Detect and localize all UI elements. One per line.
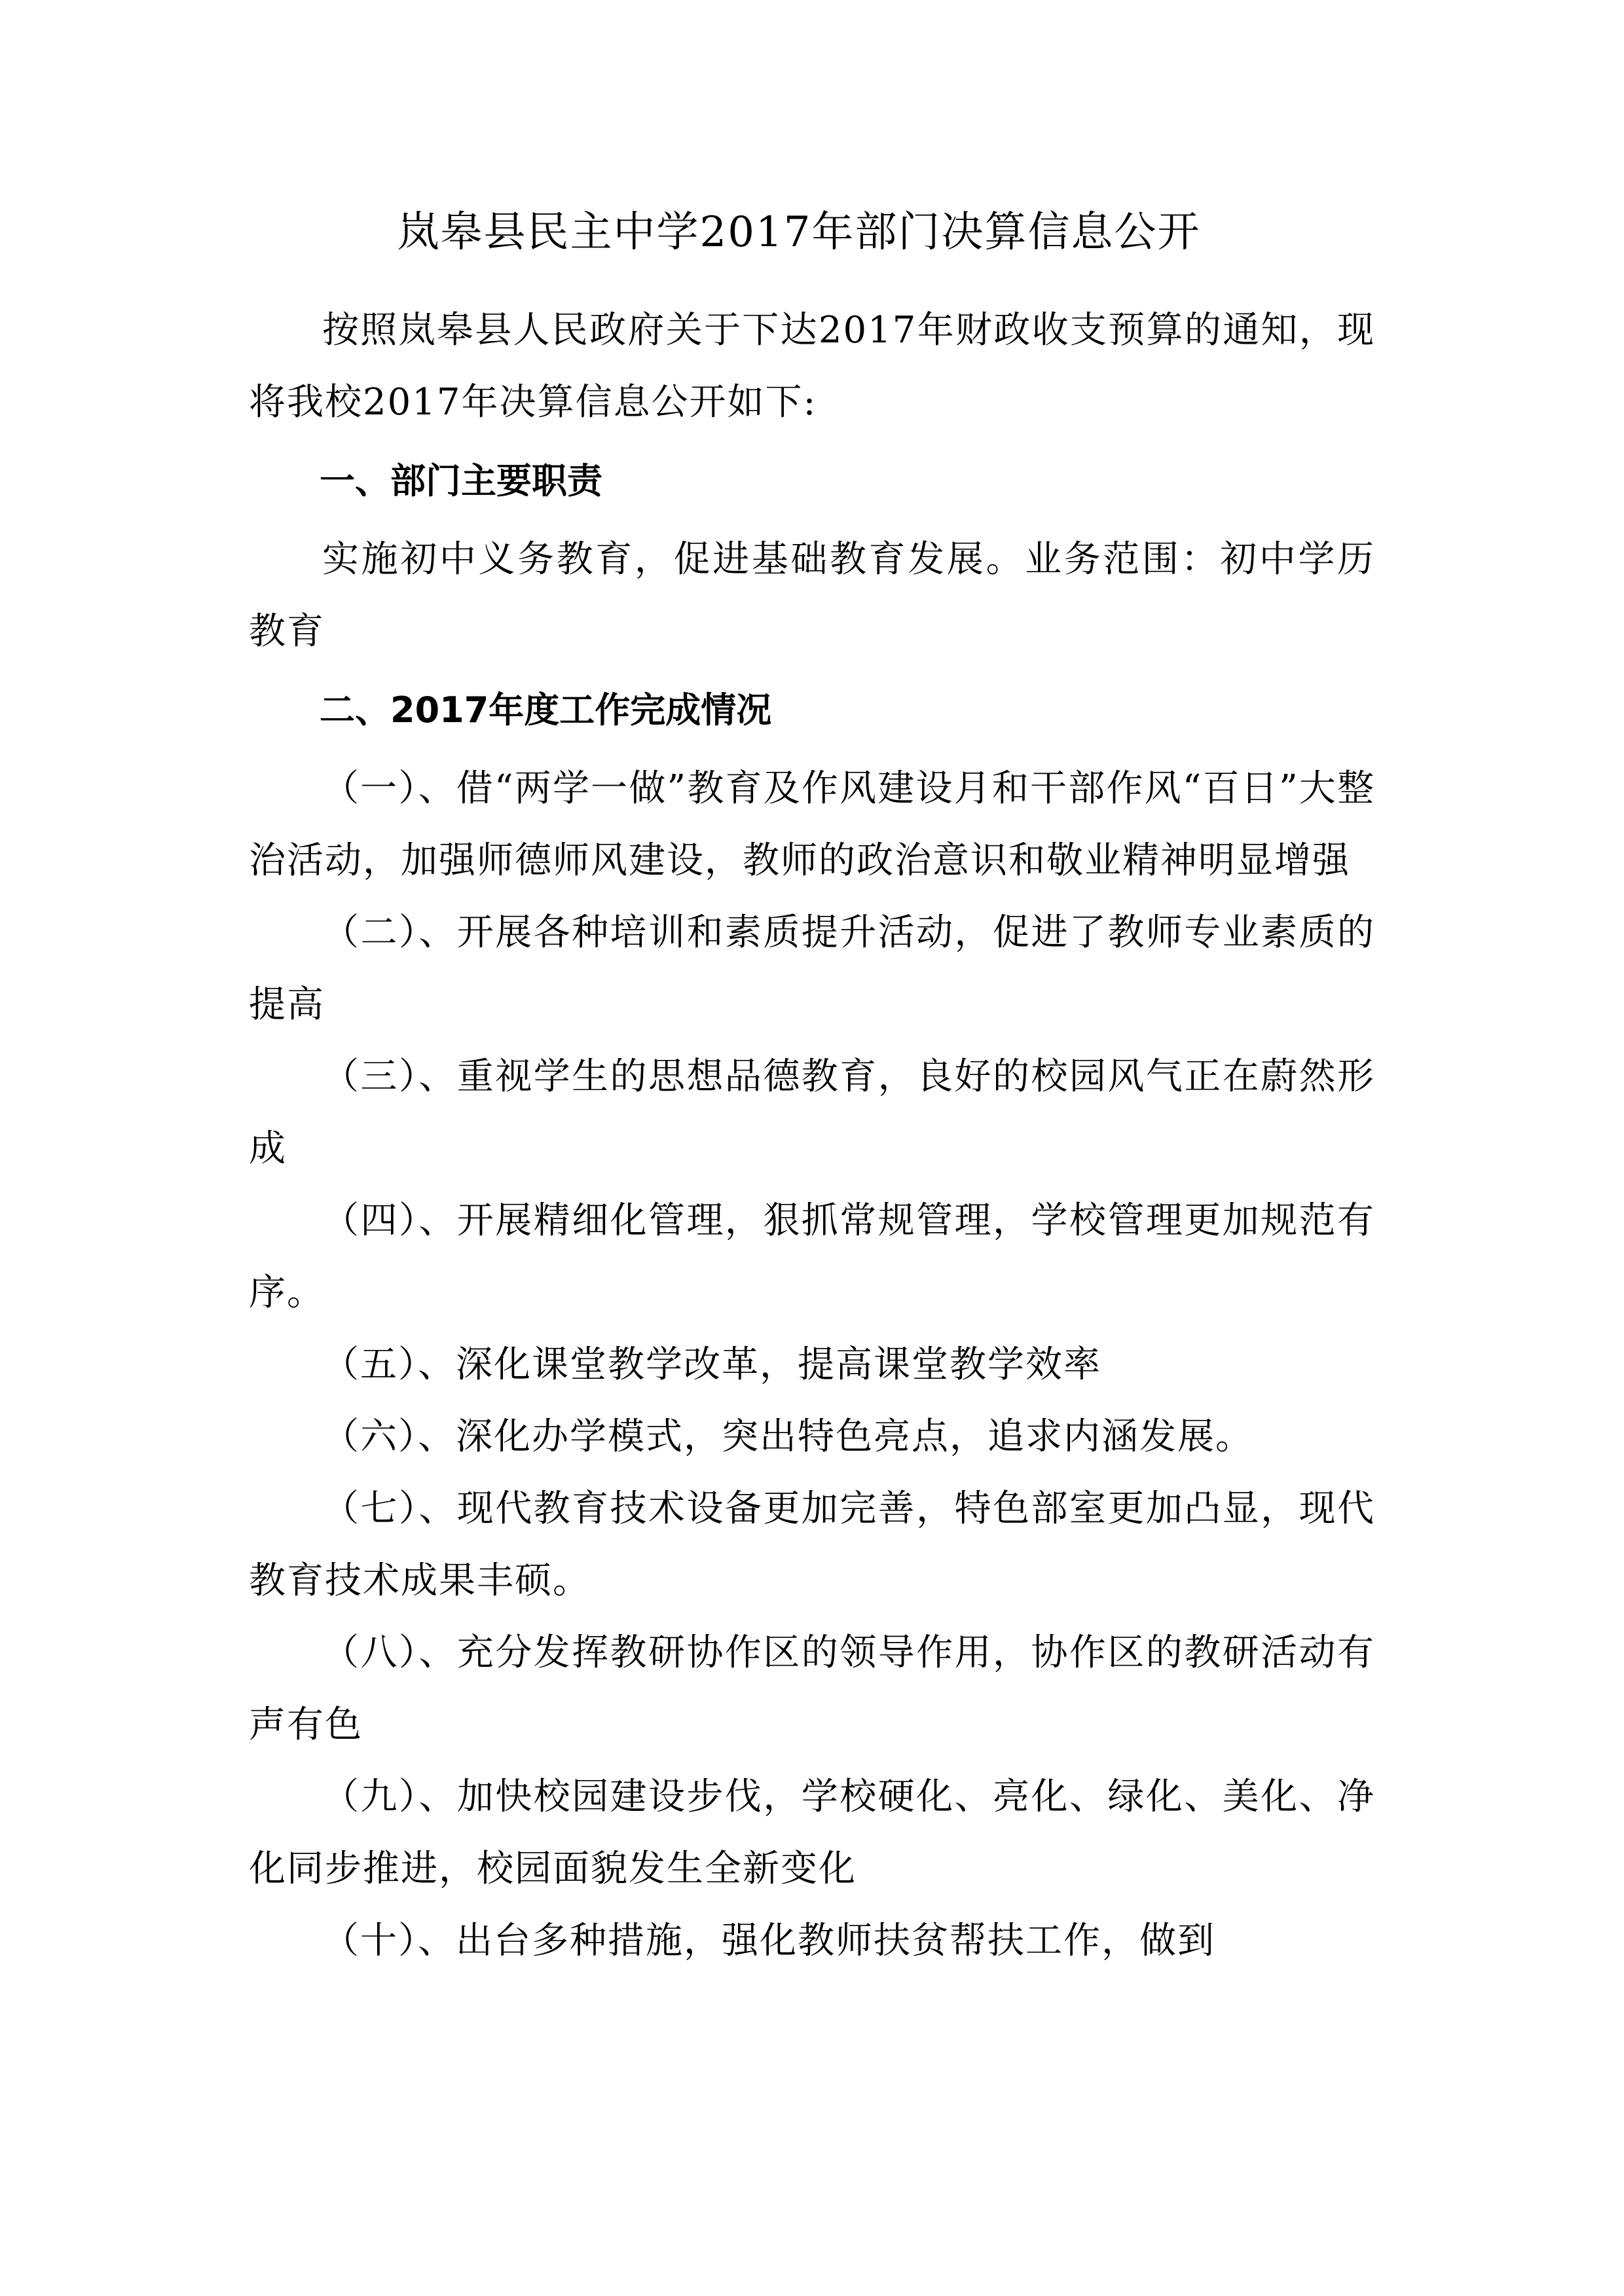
- list-item: （三）、重视学生的思想品德教育，良好的校园风气正在蔚然形成: [249, 1055, 1375, 1170]
- intro-paragraph: 按照岚皋县人民政府关于下达2017年财政收支预算的通知，现将我校2017年决算信息公开如下:: [249, 309, 1375, 424]
- section-1-body: 实施初中义务教育，促进基础教育发展。业务范围：初中学历教育: [249, 538, 1375, 653]
- list-item: （九）、加快校园建设步伐，学校硬化、亮化、绿化、美化、净化同步推进，校园面貌发生全新变化: [249, 1776, 1375, 1890]
- list-item: （五）、深化课堂教学改革，提高课堂教学效率: [322, 1343, 1101, 1386]
- list-item: （八）、充分发挥教研协作区的领导作用，协作区的教研活动有声有色: [249, 1631, 1375, 1746]
- section-2-items: [249, 753, 1375, 1977]
- section-2-heading: 二、2017年度工作完成情况: [320, 689, 772, 731]
- list-item: （二）、开展各种培训和素质提升活动，促进了教师专业素质的提高: [249, 911, 1375, 1026]
- document-title: 岚皋县民主中学2017年部门决算信息公开: [397, 208, 1201, 257]
- list-item: （六）、深化办学模式，突出特色亮点，追求内涵发展。: [322, 1415, 1253, 1458]
- list-item: （七）、现代教育技术设备更加完善，特色部室更加凸显，现代教育技术成果丰硕。: [249, 1487, 1375, 1602]
- list-item: （一）、借“两学一做”教育及作风建设月和干部作风“百日”大整治活动，加强师德师风建设，教师的政治意识和敬业精神明显增强: [249, 767, 1375, 882]
- list-item: （十）、出台多种措施，强化教师扶贫帮扶工作，做到: [322, 1920, 1215, 1962]
- document-page: [249, 196, 1375, 1977]
- list-item: （四）、开展精细化管理，狠抓常规管理，学校管理更加规范有序。: [249, 1199, 1375, 1314]
- section-1-heading: 一、部门主要职责: [320, 460, 602, 501]
